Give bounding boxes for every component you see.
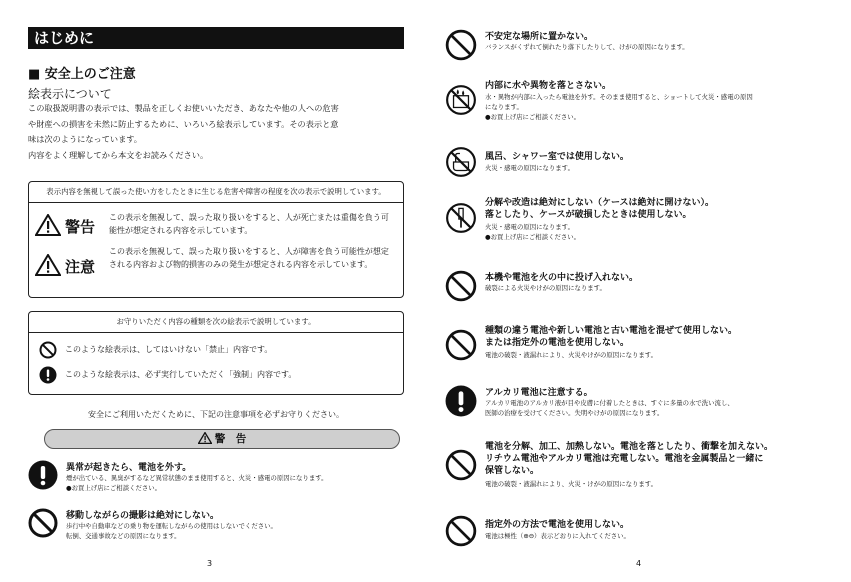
intro-text [28,101,408,163]
item-line: になります。 [485,103,523,112]
item-line: バランスがくずれて倒れたり落下したりして、けがの原因になります。 [485,43,689,51]
item-title-line: 電池を分解、加工、加熱しない。電池を落としたり、衝撃を加えない。 [485,442,774,452]
warning-banner-label: 警 告 [214,433,247,445]
mandatory-icon [445,385,477,417]
item-line: 水・異物が内部に入ったら電池を外す。そのまま使用すると、ショートして火災・感電の原因 [485,93,753,101]
item-title: アルカリ電池に注意する。 [485,388,593,398]
warning-text: この表示を無視して、誤った取り扱いをすると、人が死亡または重傷を負う可能性が想定される内容を示しています。 [109,213,389,235]
mandatory-icon [28,460,58,490]
item-line: アルカリ電池のアルカリ液が目や皮膚に付着したときは、すぐに多量の水で洗い流し、 [485,399,734,407]
item-title [485,197,714,221]
item-title-line: リチウム電池やアルカリ電池は充電しない。電池を金属製品と一緒に [485,454,764,464]
prohibition-icon [39,341,57,359]
item-line: 煙が出ている、異臭がするなど異常状態のまま使用すると、火災・感電の原因になります。 [66,474,328,482]
item-title: 風呂、シャワー室では使用しない。 [485,152,629,162]
item-description [485,479,657,489]
item-description [485,350,657,360]
item-title-line: 保管しない。 [485,466,540,476]
item-title [485,441,773,477]
caution-triangle-icon [35,254,61,276]
caution-text: この表示を無視して、誤った取り扱いをすると、人が障害を負う可能性が想定される内容および物的損害のみの発生が想定される内容を示しています。 [109,247,389,269]
prohibition-icon [445,449,477,481]
item-title-line: 種類の違う電池や新しい電池と古い電池を混ぜて使用しない。 [485,326,738,336]
item-title-line: 落としたり、ケースが破損したときは使用しない。 [485,210,692,220]
item-title: 異常が起きたら、電池を外す。 [66,463,192,473]
item-description [485,92,753,123]
item-description [485,283,606,293]
item-line: ●お買上げ店にご相談ください。 [485,233,581,242]
item-description [485,222,580,242]
item-line: 電池の破裂・液漏れにより、火災・けがの原因になります。 [485,480,658,488]
item-title: 本機や電池を火の中に投げ入れない。 [485,273,639,283]
safety-notice: 安全にご利用いただくために、下記の注意事項を必ずお守りください。 [88,410,344,419]
prohibition-icon [28,508,58,538]
signal-words-box [28,181,404,298]
item-title-line: 分解や改造は絶対にしない（ケースは絶対に開けない）。 [485,198,715,208]
warning-triangle-icon [35,214,61,236]
prohibition-icon [445,270,477,302]
item-line: 破裂による火災やけがの原因になります。 [485,284,606,292]
item-description [485,42,689,52]
prohibition-icon [445,515,477,547]
prohibition-icon [445,329,477,361]
prohibition-icon [445,29,477,61]
item-description [485,531,630,541]
mandatory-text: このような絵表示は、必ず実行していただく「強制」内容です。 [65,370,297,379]
no-bath-icon [445,146,477,178]
signal-box-header: 表示内容を無視して誤った使い方をしたときに生じる危害や障害の程度を次の表示で説明しています。 [29,182,403,203]
item-line: 火災・感電の原因になります。 [485,223,574,231]
item-title [485,325,737,349]
warning-row [29,212,403,246]
item-line: 歩行中や自動車などの乗り物を運転しながらの使用はしないでください。 [66,522,277,530]
warning-word: 警告 [65,218,96,236]
intro-line: この取扱説明書の表示では、製品を正しくお使いいただき、あなたや他の人への危害 [28,103,339,113]
no-water-icon [445,84,477,116]
warning-banner [44,429,400,449]
page-right [425,0,851,582]
item-line: 電池は極性（⊕⊖）表示どおりに入れてください。 [485,532,630,540]
item-line: ●お買上げ店にご相談ください。 [485,113,581,122]
item-title: 指定外の方法で電池を使用しない。 [485,520,630,530]
item-line: 医師の治療を受けてください。失明やけがの原因になります。 [485,409,664,418]
warning-triangle-icon [198,432,212,444]
item-title: 不安定な場所に置かない。 [485,32,594,42]
item-description [66,521,277,541]
pictogram-box [28,311,404,395]
caution-word: 注意 [65,258,96,276]
caution-row [29,246,403,290]
prohibit-text: このような絵表示は、してはいけない「禁止」内容です。 [65,345,273,354]
item-line: 火災・感電の原因になります。 [485,164,574,172]
item-line: 電池の破裂・液漏れにより、火災やけがの原因になります。 [485,351,658,359]
item-title-line: または指定外の電池を使用しない。 [485,338,630,348]
item-description [66,473,328,493]
item-description [485,398,734,418]
section-title: ■ 安全上のご注意 [28,67,136,82]
item-title: 内部に水や異物を落とさない。 [485,81,612,91]
page-number: 3 [207,559,213,568]
item-title: 移動しながらの撮影は絶対にしない。 [66,511,220,521]
page-heading: はじめに [28,27,404,49]
intro-line: 内容をよく理解してから本文をお読みください。 [28,149,209,160]
intro-line: 味は次のようになっています。 [28,134,142,145]
intro-line: や財産への損害を未然に防止するために、いろいろ絵表示しています。その表示と意 [28,118,339,129]
item-line: ●お買上げ店にご相談ください。 [66,484,162,493]
pictogram-box-header: お守りいただく内容の種類を次の絵表示で説明しています。 [29,312,403,333]
subtitle: 絵表示について [28,87,112,101]
page-left [0,0,425,582]
item-description [485,163,574,173]
no-disassembly-icon [445,202,477,234]
page-number: 4 [636,559,642,568]
mandatory-icon [39,366,57,384]
item-line: 転倒、交通事故などの原因になります。 [66,532,181,541]
